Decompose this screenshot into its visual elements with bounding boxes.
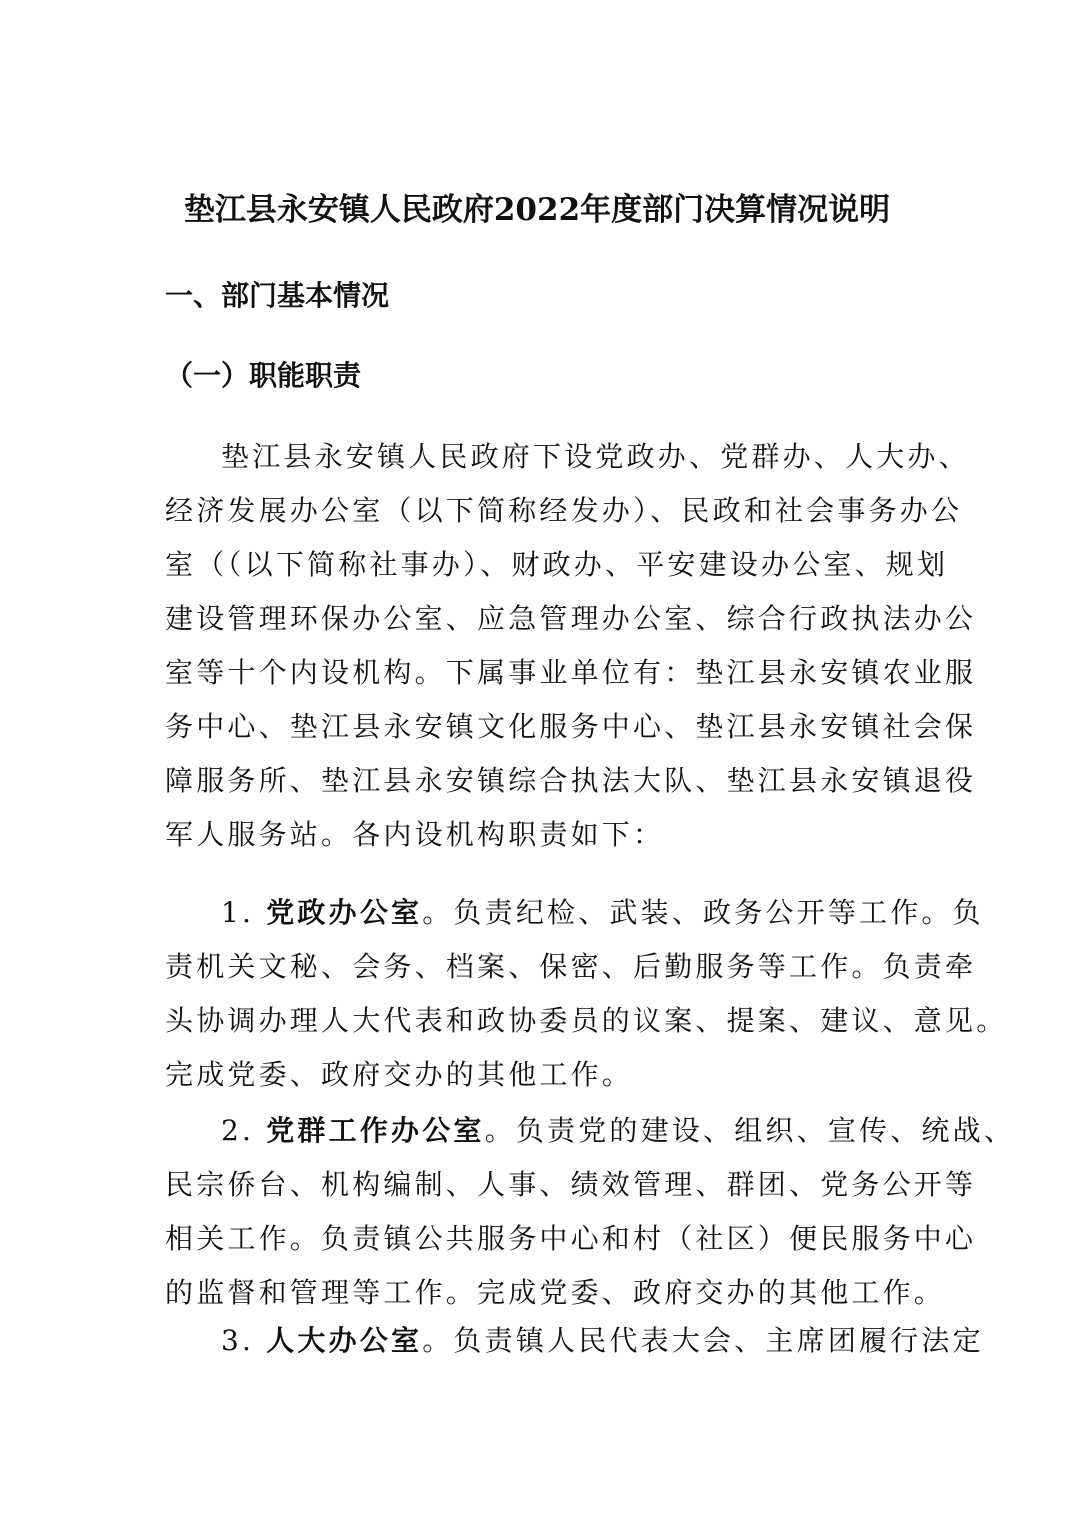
intro-paragraph xyxy=(165,430,977,862)
item-text: 。负责党的建设、组织、宣传、统战、 xyxy=(484,1114,1016,1147)
item-number: 3. xyxy=(221,1324,267,1357)
paragraph-line: 完成党委、政府交办的其他工作。 xyxy=(165,1058,634,1091)
duty-item-party-government-office xyxy=(165,886,1008,1102)
paragraph-line: 责机关文秘、会务、档案、保密、后勤服务等工作。负责牵 xyxy=(165,950,977,983)
duty-item-party-mass-office xyxy=(165,1104,1016,1320)
item-office-name: 人大办公室 xyxy=(266,1324,423,1357)
item-office-name: 党群工作办公室 xyxy=(266,1114,485,1147)
paragraph-line: 头协调办理人大代表和政协委员的议案、提案、建议、意见。 xyxy=(165,1004,1008,1037)
duty-item-first-line xyxy=(165,1314,984,1368)
paragraph-line: 障服务所、垫江县永安镇综合执法大队、垫江县永安镇退役 xyxy=(165,764,977,797)
item-text: 。负责纪检、武装、政务公开等工作。负 xyxy=(422,896,984,929)
paragraph-line: 垫江县永安镇人民政府下设党政办、党群办、人大办、 xyxy=(221,440,970,473)
duty-item-first-line xyxy=(165,1104,1016,1158)
item-text: 。负责镇人民代表大会、主席团履行法定 xyxy=(422,1324,984,1357)
duty-item-first-line xyxy=(165,886,984,940)
item-number: 1. xyxy=(221,896,267,929)
duty-item-npc-office xyxy=(165,1314,984,1368)
section-heading: 一、部门基本情况 xyxy=(165,279,390,312)
paragraph-line: 民宗侨台、机构编制、人事、绩效管理、群团、党务公开等 xyxy=(165,1168,977,1201)
paragraph-line: 室等十个内设机构。下属事业单位有：垫江县永安镇农业服 xyxy=(165,656,977,689)
sub-heading: （一）职能职责 xyxy=(165,359,362,392)
document-title: 垫江县永安镇人民政府2022年度部门决算情况说明 xyxy=(183,192,891,228)
paragraph-line: 军人服务站。各内设机构职责如下： xyxy=(165,818,665,851)
item-office-name: 党政办公室 xyxy=(266,896,423,929)
paragraph-line: 务中心、垫江县永安镇文化服务中心、垫江县永安镇社会保 xyxy=(165,710,977,743)
item-number: 2. xyxy=(221,1114,267,1147)
paragraph-line: 经济发展办公室（以下简称经发办）、民政和社会事务办公 xyxy=(165,494,963,527)
paragraph-line: 建设管理环保办公室、应急管理办公室、综合行政执法办公 xyxy=(165,602,977,635)
paragraph-line: 室（（以下简称社事办）、财政办、平安建设办公室、规划 xyxy=(165,548,949,581)
paragraph-line: 的监督和管理等工作。完成党委、政府交办的其他工作。 xyxy=(165,1276,946,1309)
paragraph-line: 相关工作。负责镇公共服务中心和村（社区）便民服务中心 xyxy=(165,1222,977,1255)
